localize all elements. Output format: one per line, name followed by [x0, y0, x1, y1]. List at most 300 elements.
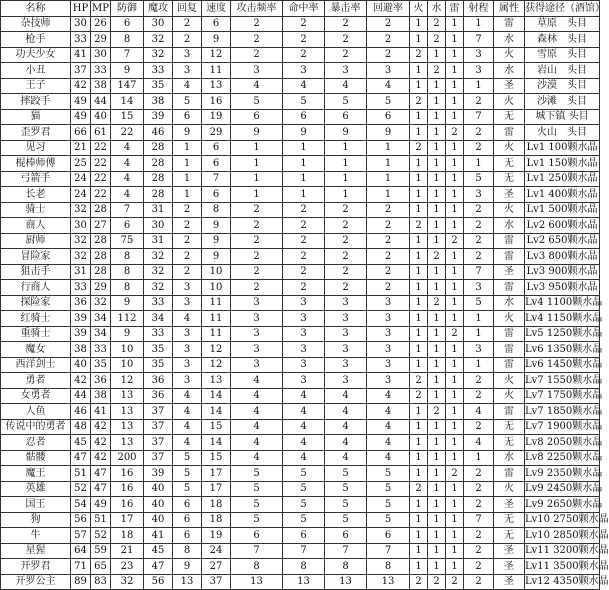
table-cell: 5: [173, 481, 202, 497]
table-cell: 火: [494, 202, 525, 218]
table-cell: 5: [325, 497, 367, 513]
table-cell: 4: [111, 171, 144, 187]
table-cell: 1: [410, 326, 428, 342]
table-cell: 1: [428, 47, 446, 63]
table-cell: 3: [325, 63, 367, 79]
table-cell: 2: [464, 559, 494, 575]
table-cell: 4: [231, 78, 283, 94]
table-cell: 30: [71, 218, 91, 234]
table-cell: 56: [71, 512, 91, 528]
table-cell: 无: [494, 171, 525, 187]
character-name-cell: 传说中的勇者: [1, 419, 71, 435]
table-cell: 2: [446, 466, 464, 482]
table-cell: 1: [446, 264, 464, 280]
table-cell: 1: [410, 435, 428, 451]
table-cell: 6: [173, 109, 202, 125]
table-cell: 1: [464, 156, 494, 172]
table-cell: 28: [91, 202, 111, 218]
table-cell: 8: [173, 543, 202, 559]
table-cell: 47: [144, 559, 173, 575]
table-cell: 4: [173, 404, 202, 420]
character-name-cell: 见习: [1, 140, 71, 156]
table-cell: 51: [71, 466, 91, 482]
table-cell: 1: [367, 187, 410, 203]
table-cell: 2: [231, 47, 283, 63]
table-cell: 8: [111, 280, 144, 296]
table-cell: 1: [446, 450, 464, 466]
table-cell: 2: [410, 94, 428, 110]
table-cell: 18: [111, 528, 144, 544]
table-cell: 5: [173, 466, 202, 482]
table-cell: 1: [464, 326, 494, 342]
table-cell: 1: [410, 16, 428, 32]
table-cell: 28: [144, 187, 173, 203]
table-cell: 2: [325, 264, 367, 280]
table-row: [1, 32, 600, 48]
table-cell: 5: [325, 466, 367, 482]
table-row: [1, 497, 600, 513]
character-name-cell: 王子: [1, 78, 71, 94]
table-cell: 4: [283, 435, 325, 451]
table-cell: 4: [231, 373, 283, 389]
character-name-cell: 冒险家: [1, 249, 71, 265]
table-cell: Lv8 2250颗水晶: [525, 450, 600, 466]
table-header-row: [1, 1, 600, 17]
table-cell: 38: [144, 94, 173, 110]
table-cell: 6: [173, 528, 202, 544]
table-cell: 1: [410, 357, 428, 373]
table-cell: 4: [464, 435, 494, 451]
table-cell: 4: [367, 435, 410, 451]
table-cell: 61: [91, 125, 111, 141]
table-cell: 2: [283, 16, 325, 32]
table-cell: 2: [325, 16, 367, 32]
table-cell: 33: [144, 326, 173, 342]
table-cell: 2: [325, 202, 367, 218]
table-cell: 1: [428, 466, 446, 482]
table-cell: 30: [91, 47, 111, 63]
table-cell: 5: [231, 497, 283, 513]
table-cell: 2: [367, 218, 410, 234]
table-cell: 4: [173, 435, 202, 451]
table-cell: 3: [367, 326, 410, 342]
table-cell: 5: [325, 481, 367, 497]
table-cell: 37: [144, 450, 173, 466]
table-cell: 15: [202, 419, 231, 435]
table-cell: Lv10 2750颗水晶: [525, 512, 600, 528]
table-cell: 8: [111, 249, 144, 265]
table-cell: 3: [173, 63, 202, 79]
table-cell: 1: [325, 156, 367, 172]
table-cell: 31: [144, 202, 173, 218]
column-header: 速度: [202, 1, 231, 17]
character-name-cell: 行商人: [1, 280, 71, 296]
table-cell: 32: [144, 249, 173, 265]
table-row: [1, 512, 600, 528]
table-cell: 圣: [494, 78, 525, 94]
table-cell: 3: [367, 342, 410, 358]
table-cell: 13: [202, 373, 231, 389]
table-cell: 1: [464, 78, 494, 94]
table-cell: 32: [71, 233, 91, 249]
column-header: 雷: [446, 1, 464, 17]
table-cell: 无: [494, 419, 525, 435]
table-cell: 49: [91, 497, 111, 513]
table-cell: 雷: [494, 249, 525, 265]
table-cell: 2: [464, 249, 494, 265]
character-name-cell: 西洋剑士: [1, 357, 71, 373]
table-cell: 6: [367, 109, 410, 125]
table-cell: 10: [202, 264, 231, 280]
table-cell: 45: [144, 543, 173, 559]
table-cell: 48: [71, 419, 91, 435]
column-header: 回复: [173, 1, 202, 17]
table-row: [1, 233, 600, 249]
table-cell: 沙滩 头目: [525, 94, 600, 110]
table-cell: 火: [494, 47, 525, 63]
table-cell: 5: [231, 94, 283, 110]
table-cell: 1: [231, 156, 283, 172]
table-cell: 1: [446, 16, 464, 32]
table-cell: 6: [202, 187, 231, 203]
table-cell: 4: [367, 388, 410, 404]
table-cell: 37: [71, 63, 91, 79]
table-cell: 6: [367, 528, 410, 544]
table-cell: Lv3 800颗水晶: [525, 249, 600, 265]
table-cell: 1: [325, 171, 367, 187]
table-cell: 2: [283, 249, 325, 265]
table-cell: 1: [446, 311, 464, 327]
table-cell: 16: [202, 94, 231, 110]
table-cell: 2: [410, 373, 428, 389]
table-cell: 7: [367, 543, 410, 559]
table-cell: 4: [325, 435, 367, 451]
table-cell: 火: [494, 140, 525, 156]
table-cell: 火山 头目: [525, 125, 600, 141]
table-cell: 14: [202, 388, 231, 404]
table-cell: 19: [202, 109, 231, 125]
table-cell: 2: [428, 63, 446, 79]
table-cell: 1: [231, 140, 283, 156]
table-cell: 1: [410, 249, 428, 265]
column-header: HP: [71, 1, 91, 17]
character-name-cell: 探险家: [1, 295, 71, 311]
table-cell: 47: [91, 481, 111, 497]
table-cell: 1: [410, 32, 428, 48]
table-cell: 4: [173, 78, 202, 94]
table-cell: 5: [283, 512, 325, 528]
table-cell: 40: [91, 109, 111, 125]
column-header: 暴击率: [325, 1, 367, 17]
table-cell: 89: [71, 574, 91, 590]
table-cell: 1: [446, 435, 464, 451]
table-cell: 3: [231, 326, 283, 342]
table-row: [1, 63, 600, 79]
table-cell: 7: [464, 264, 494, 280]
table-cell: 33: [91, 63, 111, 79]
table-cell: 水: [494, 450, 525, 466]
table-cell: 3: [173, 357, 202, 373]
table-cell: 2: [367, 202, 410, 218]
table-cell: 33: [91, 342, 111, 358]
table-cell: 圣: [494, 574, 525, 590]
table-cell: 雷: [494, 342, 525, 358]
table-row: [1, 311, 600, 327]
table-cell: 2: [464, 202, 494, 218]
table-row: [1, 435, 600, 451]
table-cell: 9: [231, 125, 283, 141]
character-name-cell: 魔女: [1, 342, 71, 358]
table-cell: 1: [410, 280, 428, 296]
table-cell: 6: [325, 528, 367, 544]
table-cell: Lv2 600颗水晶: [525, 218, 600, 234]
table-cell: 无: [494, 109, 525, 125]
table-cell: 无: [494, 528, 525, 544]
table-cell: 66: [71, 125, 91, 141]
table-cell: 26: [91, 16, 111, 32]
table-cell: 7: [283, 543, 325, 559]
character-name-cell: 厨师: [1, 233, 71, 249]
table-cell: 1: [173, 156, 202, 172]
table-cell: 52: [71, 481, 91, 497]
table-cell: 17: [202, 481, 231, 497]
table-cell: 2: [367, 233, 410, 249]
table-cell: 2: [173, 16, 202, 32]
table-cell: 1: [464, 450, 494, 466]
table-cell: 42: [91, 419, 111, 435]
table-cell: 147: [111, 78, 144, 94]
table-cell: 2: [173, 249, 202, 265]
table-cell: 38: [91, 78, 111, 94]
table-cell: 8: [202, 202, 231, 218]
table-cell: 14: [111, 94, 144, 110]
table-cell: 33: [71, 32, 91, 48]
table-cell: 3: [283, 326, 325, 342]
table-row: [1, 342, 600, 358]
table-cell: 36: [71, 295, 91, 311]
table-cell: 火: [494, 94, 525, 110]
table-cell: 4: [111, 140, 144, 156]
table-cell: 2: [464, 125, 494, 141]
table-cell: 3: [231, 342, 283, 358]
table-cell: 6: [111, 218, 144, 234]
table-cell: 雷: [494, 326, 525, 342]
table-cell: 6: [283, 109, 325, 125]
table-cell: 30: [144, 16, 173, 32]
table-cell: 1: [428, 373, 446, 389]
table-cell: 1: [446, 63, 464, 79]
table-cell: 1: [410, 497, 428, 513]
table-cell: 22: [91, 156, 111, 172]
table-cell: 1: [428, 171, 446, 187]
table-cell: 1: [283, 156, 325, 172]
table-cell: 3: [231, 295, 283, 311]
table-cell: 3: [283, 295, 325, 311]
table-row: [1, 264, 600, 280]
table-cell: 31: [144, 233, 173, 249]
table-cell: 圣: [494, 543, 525, 559]
table-cell: 12: [202, 47, 231, 63]
table-cell: 3: [173, 295, 202, 311]
table-cell: 1: [464, 311, 494, 327]
character-name-cell: 开罗公主: [1, 574, 71, 590]
table-cell: 1: [446, 202, 464, 218]
table-cell: 1: [428, 559, 446, 575]
table-cell: Lv9 2450颗水晶: [525, 481, 600, 497]
table-cell: 1: [446, 187, 464, 203]
table-cell: 6: [202, 140, 231, 156]
character-name-cell: 国王: [1, 497, 71, 513]
table-cell: 28: [91, 264, 111, 280]
table-cell: 7: [111, 47, 144, 63]
table-cell: 12: [202, 342, 231, 358]
table-cell: 1: [410, 543, 428, 559]
table-cell: 37: [144, 435, 173, 451]
table-cell: 沙漠 头目: [525, 78, 600, 94]
table-cell: 7: [464, 512, 494, 528]
table-cell: 2: [410, 574, 428, 590]
table-cell: 40: [144, 497, 173, 513]
table-cell: 3: [367, 311, 410, 327]
table-cell: 1: [428, 156, 446, 172]
table-cell: 42: [91, 435, 111, 451]
table-cell: 4: [283, 78, 325, 94]
table-cell: 1: [410, 63, 428, 79]
table-cell: 1: [446, 497, 464, 513]
table-cell: 3: [173, 342, 202, 358]
character-name-cell: 骷髅: [1, 450, 71, 466]
table-cell: 1: [231, 187, 283, 203]
table-cell: 2: [464, 466, 494, 482]
table-cell: 无: [494, 435, 525, 451]
table-cell: 39: [71, 326, 91, 342]
table-cell: 1: [410, 466, 428, 482]
character-name-cell: 棍棒师傅: [1, 156, 71, 172]
table-cell: 13: [111, 419, 144, 435]
table-cell: 9: [173, 125, 202, 141]
table-cell: 1: [428, 280, 446, 296]
table-cell: 1: [410, 125, 428, 141]
table-cell: 2: [446, 233, 464, 249]
table-cell: 1: [446, 404, 464, 420]
table-cell: 64: [71, 543, 91, 559]
table-cell: 8: [367, 559, 410, 575]
table-cell: 2: [428, 574, 446, 590]
table-cell: 4: [325, 388, 367, 404]
table-cell: Lv5 1250颗水晶: [525, 326, 600, 342]
table-cell: 1: [410, 109, 428, 125]
table-cell: 37: [202, 574, 231, 590]
table-cell: 1: [446, 543, 464, 559]
table-cell: 1: [446, 156, 464, 172]
table-cell: 1: [446, 47, 464, 63]
table-cell: 4: [325, 450, 367, 466]
table-cell: 6: [111, 16, 144, 32]
table-cell: 4: [111, 187, 144, 203]
table-cell: 2: [464, 543, 494, 559]
table-cell: 32: [71, 249, 91, 265]
table-cell: 1: [428, 435, 446, 451]
table-cell: 11: [202, 295, 231, 311]
table-cell: 1: [325, 140, 367, 156]
table-cell: 2: [325, 249, 367, 265]
table-cell: 28: [144, 156, 173, 172]
column-header: 名称: [1, 1, 71, 17]
table-cell: 3: [367, 373, 410, 389]
table-cell: 1: [428, 543, 446, 559]
table-cell: 雷: [494, 280, 525, 296]
table-cell: 3: [367, 357, 410, 373]
table-cell: 1: [325, 187, 367, 203]
table-cell: 30: [144, 218, 173, 234]
table-cell: 1: [428, 94, 446, 110]
table-cell: 59: [91, 543, 111, 559]
table-cell: 1: [428, 528, 446, 544]
table-cell: 5: [367, 512, 410, 528]
table-cell: 3: [464, 187, 494, 203]
table-cell: 44: [91, 94, 111, 110]
table-cell: 13: [367, 574, 410, 590]
table-cell: 18: [202, 512, 231, 528]
table-cell: 9: [202, 249, 231, 265]
character-name-cell: 勇者: [1, 373, 71, 389]
table-cell: Lv4 1100颗水晶: [525, 295, 600, 311]
table-cell: 圣: [494, 187, 525, 203]
table-cell: 25: [71, 156, 91, 172]
table-cell: 3: [367, 63, 410, 79]
table-cell: 16: [111, 466, 144, 482]
table-cell: 6: [202, 156, 231, 172]
column-header: 回避率: [367, 1, 410, 17]
table-cell: 2: [464, 574, 494, 590]
table-cell: 13: [283, 574, 325, 590]
table-cell: 2: [173, 202, 202, 218]
table-cell: 2: [428, 295, 446, 311]
table-cell: Lv9 2350颗水晶: [525, 466, 600, 482]
table-cell: 2: [231, 264, 283, 280]
table-cell: 1: [428, 357, 446, 373]
table-cell: 44: [71, 388, 91, 404]
table-cell: 21: [71, 140, 91, 156]
column-header: 攻击频率: [231, 1, 283, 17]
table-cell: 2: [325, 32, 367, 48]
table-cell: 2: [231, 233, 283, 249]
table-cell: Lv1 400颗水晶: [525, 187, 600, 203]
table-cell: 33: [71, 280, 91, 296]
table-row: [1, 171, 600, 187]
table-cell: 4: [231, 435, 283, 451]
table-cell: 1: [410, 156, 428, 172]
table-cell: 15: [111, 109, 144, 125]
table-row: [1, 78, 600, 94]
table-cell: 火: [494, 373, 525, 389]
table-cell: 4: [367, 419, 410, 435]
table-cell: 1: [173, 140, 202, 156]
table-cell: 2: [464, 94, 494, 110]
table-cell: 42: [91, 450, 111, 466]
table-cell: 11: [202, 311, 231, 327]
table-cell: 4: [367, 404, 410, 420]
character-name-cell: 人鱼: [1, 404, 71, 420]
table-cell: 9: [202, 218, 231, 234]
table-row: [1, 16, 600, 32]
table-cell: 13: [111, 404, 144, 420]
table-cell: 9: [283, 125, 325, 141]
table-cell: 1: [428, 109, 446, 125]
table-cell: 15: [202, 450, 231, 466]
table-cell: 3: [173, 47, 202, 63]
table-cell: 5: [464, 171, 494, 187]
